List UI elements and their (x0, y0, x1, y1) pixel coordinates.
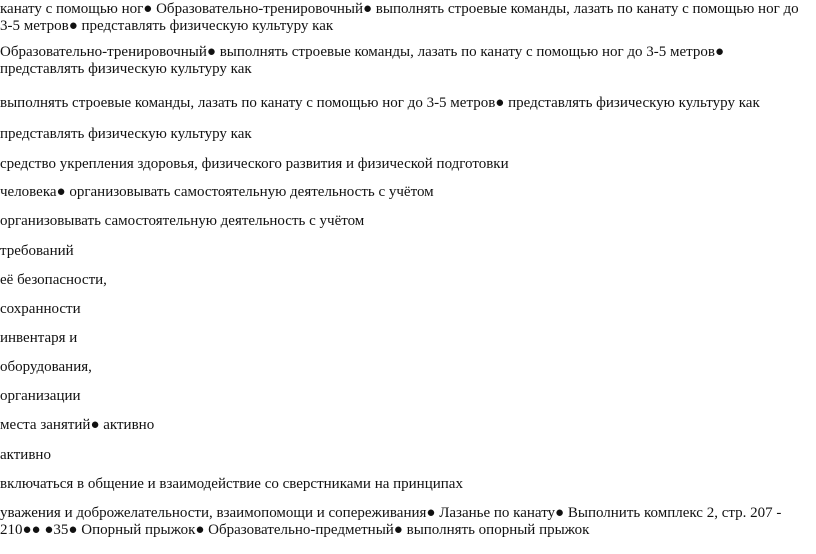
text-line-13: организации (0, 388, 81, 404)
text-line-17: уважения и доброжелательности, взаимопомощи и сопереживания● Лазанье по канату● Выполнить комплекс 2, стр. 207 - 210●● ●35● Опорный прыжок● Образовательно-предметный● выполнять опорный прыжок (0, 505, 782, 538)
text-line-7: организовывать самостоятельную деятельность с учётом (0, 213, 365, 229)
text-line-3: выполнять строевые команды, лазать по канату с помощью ног до 3-5 метров● представлять физическую культуру как (0, 95, 760, 111)
text-line-1: канату с помощью ног● Образовательно-тренировочный● выполнять строевые команды, лазать по канату с помощью ног до 3-5 метров● представлять физическую культуру как (0, 1, 799, 34)
text-line-12: оборудования, (0, 359, 92, 375)
text-line-16: включаться в общение и взаимодействие со сверстниками на принципах (0, 476, 463, 492)
text-line-10: сохранности (0, 301, 81, 317)
text-line-15: активно (0, 447, 51, 463)
text-line-2: Образовательно-тренировочный● выполнять строевые команды, лазать по канату с помощью ног до 3-5 метров● представлять физическую культуру как (0, 44, 725, 77)
text-line-6: человека● организовывать самостоятельную деятельность с учётом (0, 184, 434, 200)
text-line-5: средство укрепления здоровья, физического развития и физической подготовки (0, 156, 509, 172)
text-line-14: места занятий● активно (0, 417, 155, 433)
text-line-9: её безопасности, (0, 272, 107, 288)
text-line-4: представлять физическую культуру как (0, 126, 252, 142)
text-line-8: требований (0, 243, 74, 259)
text-line-11: инвентаря и (0, 330, 78, 346)
